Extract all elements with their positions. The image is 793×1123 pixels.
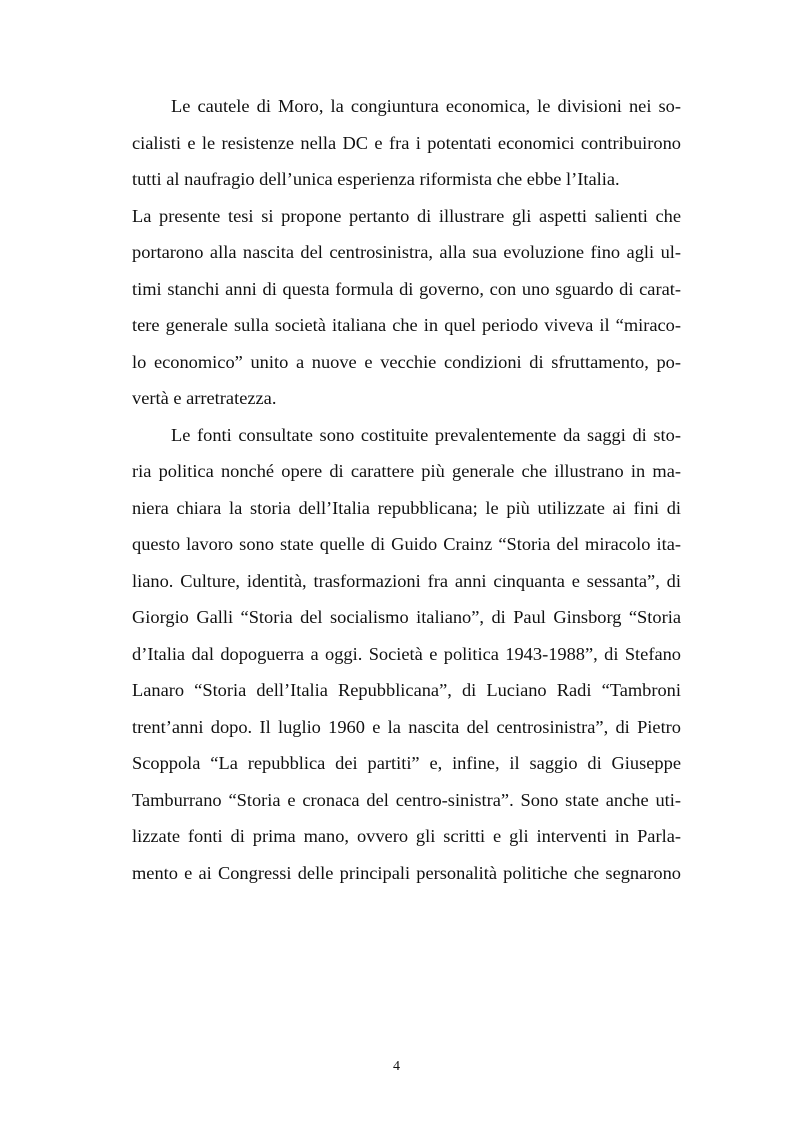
text-line: Scoppola “La repubblica dei partiti” e, infine, il saggio di Giuseppe xyxy=(132,753,681,773)
text-line: Tamburrano “Storia e cronaca del centro-sinistra”. Sono state anche uti- xyxy=(132,789,681,810)
text-line: timi stanchi anni di questa formula di governo, con uno sguardo di carat- xyxy=(132,278,681,299)
text-line: La presente tesi si propone pertanto di illustrare gli aspetti salienti che xyxy=(132,205,681,226)
text-line: mento e ai Congressi delle principali personalità politiche che segnarono xyxy=(132,862,681,883)
text-line: questo lavoro sono state quelle di Guido Crainz “Storia del miracolo ita- xyxy=(132,534,681,554)
text-line: cialisti e le resistenze nella DC e fra i potentati economici contribuirono xyxy=(132,132,681,153)
text-line: Le cautele di Moro, la congiuntura economica, le divisioni nei so- xyxy=(171,96,681,116)
page-number: 4 xyxy=(393,1059,400,1074)
text-line: ria politica nonché opere di carattere più generale che illustrano in ma- xyxy=(132,461,681,481)
text-line: Giorgio Galli “Storia del socialismo italiano”, di Paul Ginsborg “Storia xyxy=(132,607,681,627)
text-line: Lanaro “Storia dell’Italia Repubblicana”, di Luciano Radi “Tambroni xyxy=(132,680,681,700)
text-line: lizzate fonti di prima mano, ovvero gli scritti e gli interventi in Parla- xyxy=(132,826,681,846)
text-line: portarono alla nascita del centrosinistra, alla sua evoluzione fino agli ul- xyxy=(132,242,681,262)
text-line: d’Italia dal dopoguerra a oggi. Società e politica 1943-1988”, di Stefano xyxy=(132,643,681,664)
text-line: Le fonti consultate sono costituite prevalentemente da saggi di sto- xyxy=(171,424,681,445)
body-text xyxy=(132,88,681,891)
text-line: tere generale sulla società italiana che in quel periodo viveva il “miraco- xyxy=(132,315,681,335)
text-line: liano. Culture, identità, trasformazioni fra anni cinquanta e sessanta”, di xyxy=(132,570,681,591)
text-line: tutti al naufragio dell’unica esperienza riformista che ebbe l’Italia. xyxy=(132,169,620,189)
text-line: lo economico” unito a nuove e vecchie condizioni di sfruttamento, po- xyxy=(132,351,681,372)
text-line: niera chiara la storia dell’Italia repubblicana; le più utilizzate ai fini di xyxy=(132,497,681,518)
text-line: trent’anni dopo. Il luglio 1960 e la nascita del centrosinistra”, di Pietro xyxy=(132,716,681,737)
text-line: vertà e arretratezza. xyxy=(132,388,277,408)
